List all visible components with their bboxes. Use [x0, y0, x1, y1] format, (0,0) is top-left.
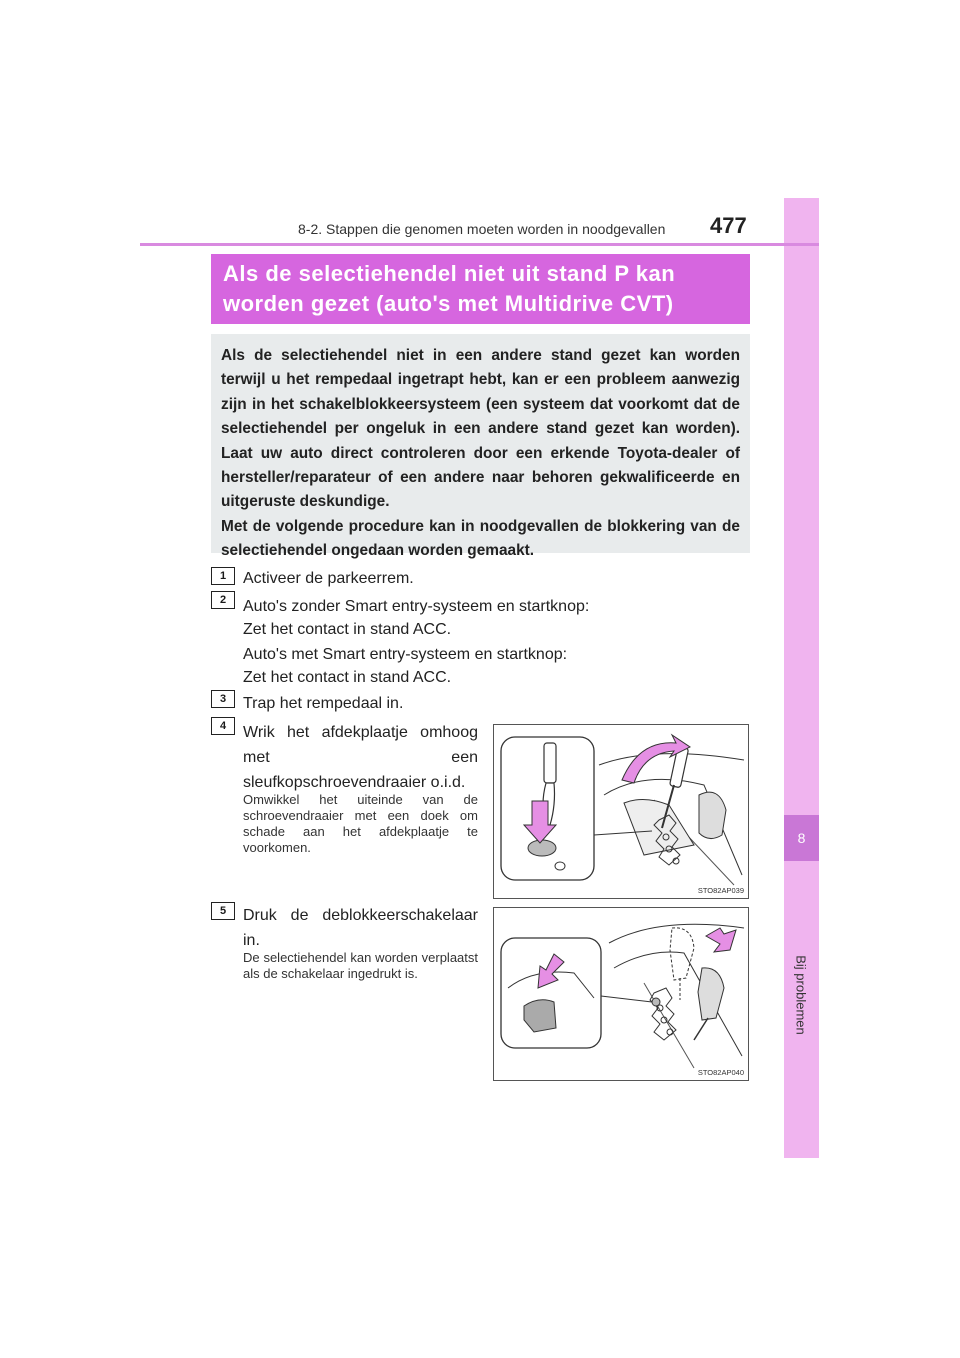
release-switch-illustration	[494, 908, 748, 1080]
info-paragraph-2: Met de volgende procedure kan in noodgevallen de blokkering van de selectiehendel ongedaan worden gemaakt.	[221, 517, 740, 560]
info-box	[211, 334, 750, 560]
step-number-2: 2	[211, 591, 235, 609]
step-number-5: 5	[211, 902, 235, 920]
step-number-1: 1	[211, 567, 235, 585]
step-4-note: Omwikkel het uiteinde van de schroevendraaier met een doek om schade aan het afdekplaatje te voorkomen.	[243, 792, 478, 855]
step-2-line-2: Zet het contact in stand ACC.	[243, 621, 452, 638]
step-2-line-3: Auto's met Smart entry-systeem en startknop:	[243, 646, 568, 663]
title-line-1: Als de selectiehendel niet uit stand P kan	[223, 261, 676, 286]
step-4-text: Wrik het afdekplaatje omhoog met een sleufkopschroevendraaier o.i.d.	[243, 724, 478, 791]
figure-cover-removal	[493, 724, 749, 899]
section-title: 8-2. Stappen die genomen moeten worden in noodgevallen	[298, 221, 666, 237]
chapter-label: Bij problemen	[793, 955, 809, 1035]
page-number: 477	[710, 213, 747, 238]
step-number-4: 4	[211, 717, 235, 735]
chapter-label-container	[778, 920, 824, 1070]
step-number-3: 3	[211, 690, 235, 708]
figure-2-code: STO82AP040	[697, 1068, 744, 1077]
step-1-text: Activeer de parkeerrem.	[243, 570, 414, 587]
cover-removal-illustration	[494, 725, 748, 898]
step-2-line-4: Zet het contact in stand ACC.	[243, 669, 452, 686]
chapter-number: 8	[784, 815, 819, 861]
step-3-text: Trap het rempedaal in.	[243, 695, 404, 712]
figure-release-switch	[493, 907, 749, 1081]
figure-1-code: STO82AP039	[697, 886, 744, 895]
header-divider	[140, 243, 819, 246]
step-5-text: Druk de deblokkeerschakelaar in.	[243, 907, 478, 949]
title-line-2: worden gezet (auto's met Multidrive CVT)	[223, 291, 674, 316]
step-5-note: De selectiehendel kan worden verplaatst als de schakelaar ingedrukt is.	[243, 950, 478, 981]
title-box	[211, 254, 750, 324]
info-paragraph-1: Als de selectiehendel niet in een andere stand gezet kan worden terwijl u het rempedaal ingetrapt hebt, kan er een probleem aanwezig zijn in het schakelblokkeersysteem (een systeem dat voorkomt dat de selectiehendel per ongeluk in een andere stand gezet kan worden). Laat uw auto direct controleren door een erkende Toyota-dealer of hersteller/reparateur of een andere naar behoren gekwalificeerde en uitgeruste deskundige.	[221, 347, 740, 511]
step-2-line-1: Auto's zonder Smart entry-systeem en startknop:	[243, 598, 590, 615]
